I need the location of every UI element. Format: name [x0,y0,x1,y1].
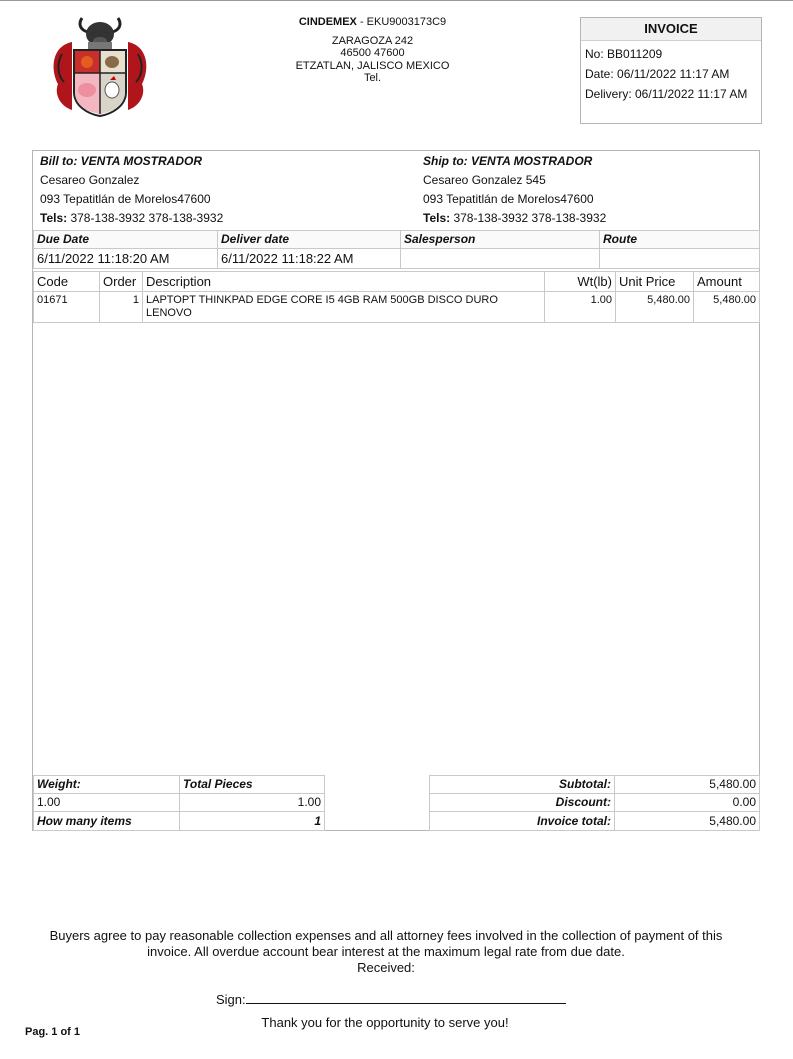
table-row-unit-price: 5,480.00 [615,291,694,323]
bill-to-address: 093 Tepatitlán de Morelos47600 [40,192,211,206]
page-top-border [0,0,793,1]
invoice-title: INVOICE [581,18,761,41]
terms-line-1: Buyers agree to pay reasonable collection expenses and all attorney fees involved in the collection of payment of this [49,928,723,943]
deliver-date-value: 6/11/2022 11:18:22 AM [217,248,401,269]
invoice-number: No: BB011209 [585,47,663,61]
ship-to-block [423,152,606,228]
due-date-value: 6/11/2022 11:18:20 AM [33,248,218,269]
weight-value: 1.00 [33,793,180,812]
description-header: Description [142,271,545,292]
bill-to-tels: 378-138-3932 378-138-3932 [67,211,224,225]
subtotal-label: Subtotal: [429,775,615,794]
company-zip: 46500 47600 [340,47,405,59]
route-header: Route [599,230,760,249]
items-count-value: 1 [179,811,325,831]
invoice-total-value: 5,480.00 [614,811,760,831]
coat-of-arms-icon [50,14,150,120]
description-line-1: LAPTOPT THINKPAD EDGE CORE I5 4GB RAM 500GB DISCO DURO [146,294,498,306]
received-label: Received: [357,960,415,975]
signature-underline [246,990,566,1004]
ship-to-heading: Ship to: VENTA MOSTRADOR [423,154,593,168]
company-rfc: - EKU9003173C9 [359,16,447,28]
discount-value: 0.00 [614,793,760,812]
code-header: Code [33,271,100,292]
deliver-date-header: Deliver date [217,230,401,249]
invoice-info-box [580,17,762,124]
company-street: ZARAGOZA 242 [331,34,414,47]
terms-block [30,928,742,976]
weight-header: Wt(lb) [544,271,616,292]
route-value [599,248,760,269]
amount-header: Amount [693,271,760,292]
table-row-weight: 1.00 [544,291,616,323]
bill-to-name: Cesareo Gonzalez [40,173,140,187]
ship-to-tels-label: Tels: [423,211,451,225]
order-header: Order [99,271,143,292]
ship-to-address: 093 Tepatitlán de Morelos47600 [423,192,594,206]
signature-line [216,990,566,1007]
ship-to-name: Cesareo Gonzalez 545 [423,173,546,187]
ship-to-tels: 378-138-3932 378-138-3932 [450,211,607,225]
bill-to-block [40,152,223,228]
items-count-label: How many items [33,811,180,831]
bill-to-heading: Bill to: VENTA MOSTRADOR [40,154,202,168]
unit-price-header: Unit Price [615,271,694,292]
terms-line-2: invoice. All overdue account bear interest at the maximum legal rate from due date. [147,944,625,959]
table-row-amount: 5,480.00 [693,291,760,323]
bill-to-tels-label: Tels: [40,211,68,225]
company-tel: Tel. [363,72,382,84]
table-row-code: 01671 [33,291,100,323]
thank-you-message: Thank you for the opportunity to serve you! [261,1015,509,1030]
salesperson-header: Salesperson [400,230,600,249]
company-city: ETZATLAN, JALISCO MEXICO [295,59,450,72]
invoice-date: Date: 06/11/2022 11:17 AM [585,67,730,81]
invoice-delivery: Delivery: 06/11/2022 11:17 AM [585,87,748,101]
table-row-order: 1 [99,291,143,323]
page-number: Pag. 1 of 1 [25,1026,81,1038]
description-line-2: LENOVO [146,307,192,319]
weight-label: Weight: [33,775,180,794]
total-pieces-value: 1.00 [179,793,325,812]
sign-label: Sign: [216,992,246,1007]
salesperson-value [400,248,600,269]
company-header [270,16,475,85]
discount-label: Discount: [429,793,615,812]
invoice-total-label: Invoice total: [429,811,615,831]
company-name: CINDEMEX [298,16,357,28]
subtotal-value: 5,480.00 [614,775,760,794]
due-date-header: Due Date [33,230,218,249]
table-row-description [142,291,545,323]
total-pieces-label: Total Pieces [179,775,325,794]
